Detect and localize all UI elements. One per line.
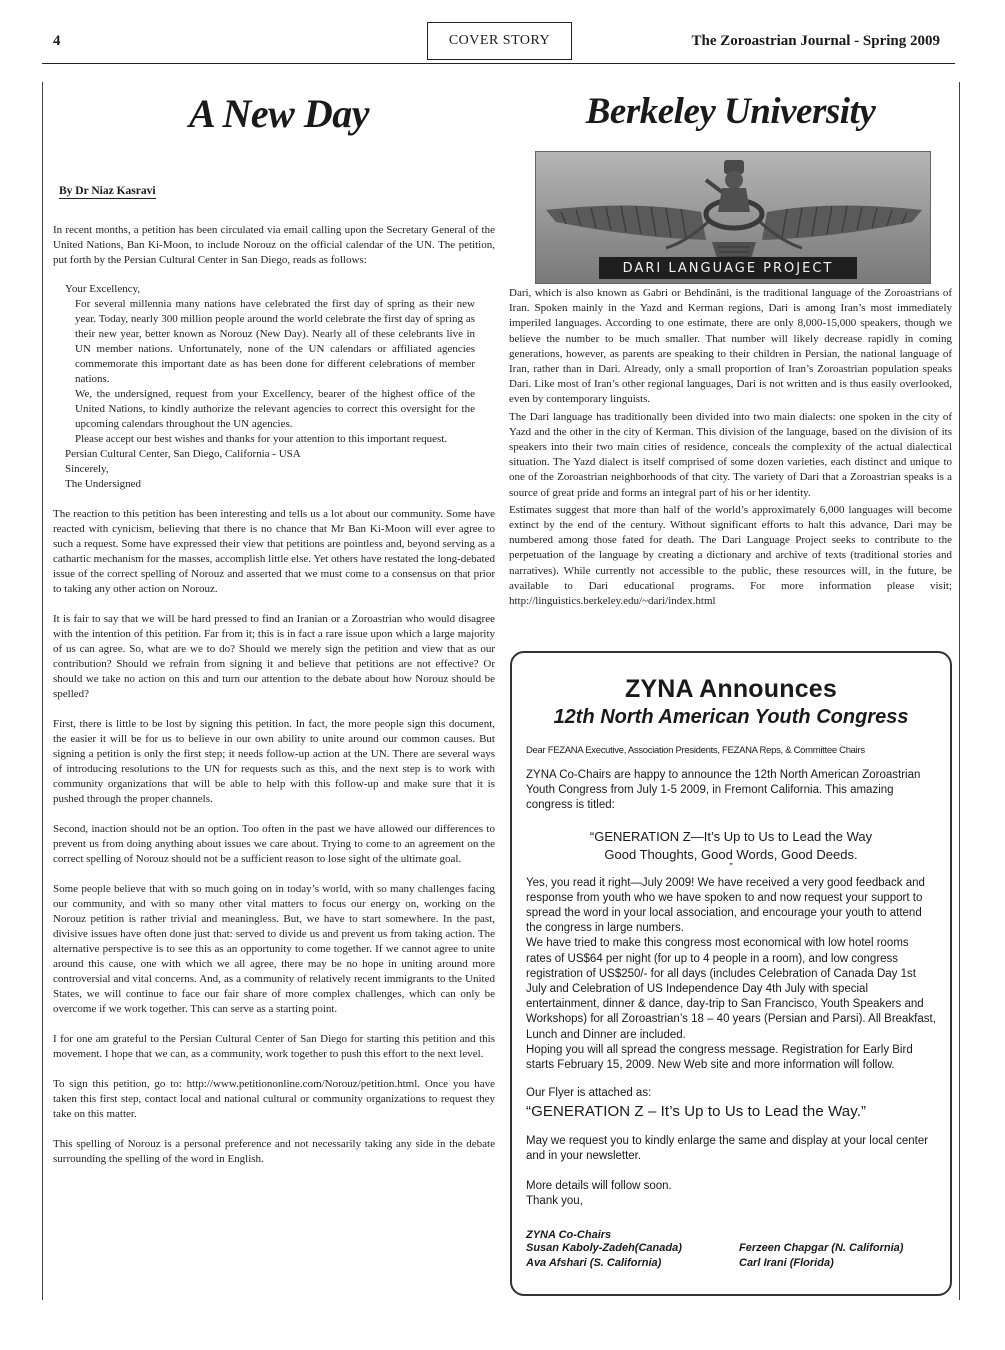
zyna-paragraph: We have tried to make this congress most economical with low hotel rooms rates of US$64 per night (for up to 4 people in a room), and low congress registration of US$250/- for all days (includes Celebration of Canada Day 1st July and Celebration of US Independence Day 4th July with special entertainment, dinner & dance, day-trip to San Francisco, Youth Speakers and Workshops) for all Zoroastrian’s 18 – 40 years (Persian and Parsi). All Breakfast, Lunch and Dinner are included. — [526, 937, 936, 1041]
body-paragraph: To sign this petition, go to: http://www.petitiononline.com/Norouz/petition.html. Once you have taken this first step, contact local and national cultural or community organizations to request they take on this matter. — [53, 1078, 495, 1120]
left-border-rule — [42, 82, 43, 1300]
zyna-title: ZYNA Announces — [624, 675, 838, 703]
body-paragraph: The reaction to this petition has been interesting and tells us a lot about our community. Some have reacted with cynicism, believing that there is no chance that Mr Ban Ki-Moon will ever agree to such a request. Some have expressed their view that petitions are pointless and, beyond serving as a cathartic mechanism for the masses, accomplish little else. Yet others have restated the long-debated issue of the correct spelling of Norouz and asserted that we must come to a consensus on that prior to taking any other action on Norouz. — [53, 508, 495, 595]
cochair-name: Ferzeen Chapgar (N. California) — [739, 1242, 904, 1255]
letter-paragraph: Please accept our best wishes and thanks for your attention to this important request. — [75, 433, 448, 445]
body-paragraph: It is fair to say that we will be hard pressed to find an Iranian or a Zoroastrian who would disagree with the intention of this petition. Far from it; this is in fact a rare issue upon which a large majority of us can agree. So, what are we to do? Should we merely sign the petition and view that as our contribution? Should we refrain from signing it and believe that petitions are not effective? Or should we take no action on this and turn our attention to the debate about how Norouz should be spelled? — [53, 613, 495, 700]
cochair-name: Ava Afshari (S. California) — [526, 1257, 662, 1270]
page-number: 4 — [53, 33, 61, 49]
body-paragraph: Dari, which is also known as Gabri or Behdînâni, is the traditional language of the Zoroastrians of Iran. Spoken mainly in the Yazd and Kerman regions, Dari is among Iran’s most immediately imperiled languages. According to one estimate, there are only 8,000-15,000 speakers, though we believe the number to be much smaller. That number will likely decrease rapidly in coming generations, however, as parents are speaking to their children in Persian, the national language of Iran, rather than in Dari. Already, only a small proportion of Iran’s Zoroastrian population speaks Dari. Like most of Iran’s other regional languages, Dari is not written and is thus easily overlooked, even by contemporary linguists. — [509, 287, 952, 406]
letter-closing: Sincerely, — [65, 463, 109, 475]
body-paragraph: This spelling of Norouz is a personal preference and not necessarily taking any side in the debate surrounding the spelling of the word in English. — [53, 1138, 495, 1165]
zyna-quote-line: “GENERATION Z—It’s Up to Us to Lead the Way — [589, 828, 873, 844]
cochair-name: Susan Kaboly-Zadeh(Canada) — [526, 1242, 682, 1255]
faravahar-banner-image — [535, 151, 931, 284]
body-paragraph: The Dari language has traditionally been divided into two main dialects: one spoken in the city of Yazd and the other in the city of Kerman. This division of the language, based on the division of its speakers into their two main cities of residence, conceals the complexity of the actual dialectical situation. The Yazd dialect is itself comprised of some dozen varieties, each distinct and unique to one of the Zoroastrian neighborhoods of that city. The variety of Dari that a Zoroastrian speaks is a source of great pride and forms an integral part of his or her identity. — [509, 410, 952, 499]
letter-salutation: Your Excellency, — [65, 283, 141, 295]
letter-paragraph: For several millennia many nations have celebrated the first day of spring as their new year. Today, nearly 300 million people around the world celebrate the first day of spring as their new year, better known as Norouz (New Day). Nearly all of these celebrants live in UN member nations. Unfortunately, none of the UN calendars or affiliated agencies commemorate this important date as has been done for different celebrations of member nations. — [75, 298, 475, 385]
article-byline: By Dr Niaz Kasravi — [59, 185, 156, 197]
zyna-quote-close: ” — [729, 861, 733, 873]
zyna-subtitle: 12th North American Youth Congress — [553, 706, 909, 728]
zyna-quote — [526, 828, 936, 864]
intro-paragraph: In recent months, a petition has been circulated via email calling upon the Secretary General of the United Nations, Ban Ki-Moon, to include Norouz on the official calendar of the UN. The petition, put forth by the Persian Cultural Center in San Diego, reads as follows: — [53, 224, 495, 266]
letter-signature: The Undersigned — [65, 478, 142, 490]
zyna-paragraph: Hoping you will all spread the congress message. Registration for Early Bird starts February 15, 2009. New Web site and more information will follow. — [526, 1043, 913, 1072]
article-title: A New Day — [189, 91, 369, 136]
zyna-request: May we request you to kindly enlarge the same and display at your local center and in your newsletter. — [526, 1135, 929, 1163]
header-rule — [42, 63, 955, 64]
cochair-name: Carl Irani (Florida) — [739, 1257, 834, 1270]
banner-label: DARI LANGUAGE PROJECT — [599, 257, 857, 279]
section-label: COVER STORY — [427, 22, 572, 60]
zyna-cochairs — [526, 1241, 936, 1271]
journal-title: The Zoroastrian Journal - Spring 2009 — [691, 33, 940, 49]
zyna-salutation: Dear FEZANA Executive, Association Presidents, FEZANA Reps, & Committee Chairs — [526, 745, 865, 756]
letter-paragraph: We, the undersigned, request from your Excellency, bearer of the highest office of the United Nations, to kindly authorize the relevant agencies to correct this oversight for the upcoming calendars throughout the UN agencies. — [75, 388, 475, 430]
zyna-flyer-title: “GENERATION Z – It’s Up to Us to Lead the Way.” — [526, 1103, 867, 1121]
zyna-intro: ZYNA Co-Chairs are happy to announce the 12th North American Zoroastrian Youth Congress from July 1-5 2009, in Fremont California. This amazing congress is titled: — [526, 769, 921, 812]
zyna-signoff-head: ZYNA Co-Chairs — [526, 1229, 612, 1242]
petition-letter — [53, 282, 495, 492]
article-title: Berkeley University — [585, 91, 876, 132]
article-a-new-day — [53, 90, 495, 1167]
zyna-more-details: More details will follow soon. — [526, 1179, 672, 1192]
zyna-paragraph: Yes, you read it right—July 2009! We have received a very good feedback and response from youth who we have spoken to and now request your support to spread the word in your local association, and encourage your youth to attend the congress in large numbers. — [526, 876, 925, 935]
body-paragraph: Second, inaction should not be an option. Too often in the past we have allowed our differences to prevent us from doing anything about issues we care about. Trying to come to an agreement on the correct spelling of Norouz should not be a sufficient reason to lose sight of the ultimate goal. — [53, 823, 495, 865]
zyna-announcement-box — [510, 651, 952, 1296]
letter-organization: Persian Cultural Center, San Diego, California - USA — [65, 448, 301, 460]
zyna-flyer-label: Our Flyer is attached as: — [526, 1087, 652, 1100]
right-border-rule — [959, 82, 960, 1300]
article-berkeley — [509, 90, 952, 609]
body-paragraph: Some people believe that with so much going on in today’s world, with so many challenges facing our community, and with so many other vital matters to focus our energy on, working on the Norouz petition is rather trivial and meaningless. But, we have to start somewhere. In the past, divisive issues have often done just that: served to divide us and prevent us from taking action. The alternative perspective is to see this as an opportunity to come together. If we cannot agree to unite around this cause, one with which we all agree, there may be no hope in uniting around more controversial and vital concerns. And, as a community of relatively recent immigrants to the United States, we will continue to face our fair share of more complex challenges, which can only be overcome if we work together. This can serve as a starting point. — [53, 883, 495, 1015]
body-paragraph: I for one am grateful to the Persian Cultural Center of San Diego for starting this petition and this movement. I hope that we can, as a community, work together to push this effort to the next level. — [53, 1033, 495, 1060]
zyna-quote-line: Good Thoughts, Good Words, Good Deeds. — [604, 846, 858, 862]
body-paragraph: Estimates suggest that more than half of the world’s approximately 6,000 languages will become extinct by the end of the century. Without significant efforts to halt this advance, Dari may be numbered among those fated for death. The Dari Language Project seeks to contribute to the perpetuation of the language by creating a dictionary and archive of texts (traditional stories and narratives). While currently not accessible to the public, these resources will, in the future, be available to Dari educational programs. For more information please visit; http://linguistics.berkeley.edu/~dari/index.html — [509, 503, 952, 608]
body-paragraph: First, there is little to be lost by signing this petition. In fact, the more people sign this document, the easier it will be for us to believe in our own ability to unite around our common causes. But signing a petition is only the first step; it needs follow-up action at the UN. There are several ways of introducing resolutions to the UN for requests such as this, and the next step is to work with community organizations that will be able to help with this follow-up and make sure that it is pushed through the proper channels. — [53, 718, 495, 805]
zyna-thanks: Thank you, — [526, 1194, 583, 1207]
